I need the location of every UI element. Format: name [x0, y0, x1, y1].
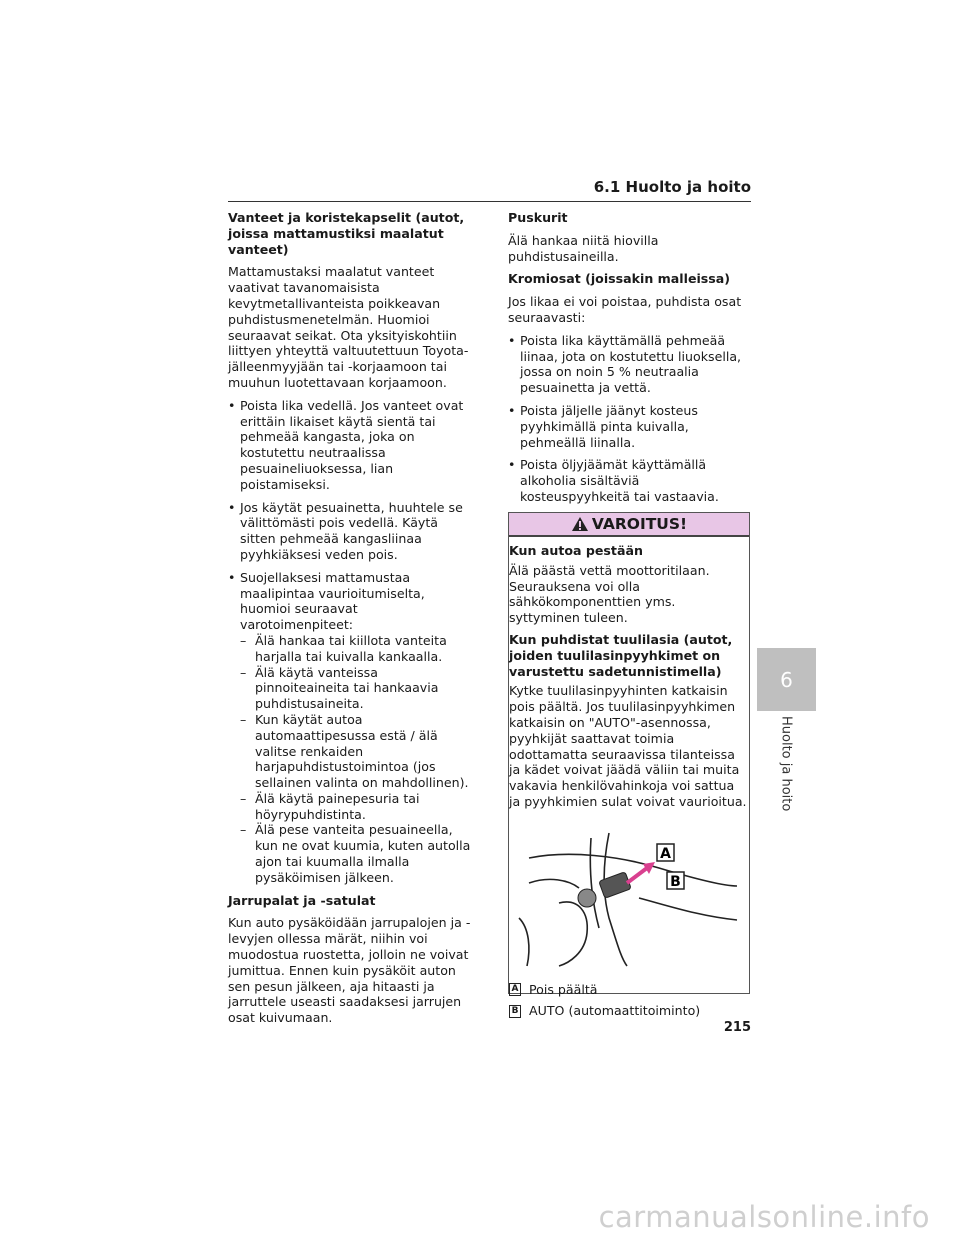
sub-list-item: – Älä hankaa tai kiillota vanteita harjalla tai kuivalla kankaalla.	[240, 633, 473, 665]
warning-header	[509, 513, 749, 537]
legend-a	[509, 982, 749, 998]
list-item	[228, 570, 473, 886]
paragraph-chrome: Jos likaa ei voi poistaa, puhdista osat seuraavasti:	[508, 294, 742, 325]
left-column	[228, 210, 473, 1033]
warning-paragraph-windshield: Kytke tuulilasinpyyhinten katkaisin pois päältä. Jos tuulilasinpyyhkimen katkaisin on "AUTO"-asennossa, pyyhkijät saattavat toimia odottamatta seuraavissa tilanteissa ja kädet voivat jäädä väliin tai muita vakavia henkilövahinkoja voi sattua ja pyyhkimien sulat voivat vaurioitua.	[509, 683, 747, 809]
list-item: • Jos käytät pesuainetta, huuhtele se välittömästi pois vedellä. Käytä sitten pehmeää kangasliinaa pyyhkiäksesi veden pois.	[228, 500, 473, 563]
chapter-label: Huolto ja hoito	[778, 716, 794, 812]
paragraph-brakes: Kun auto pysäköidään jarrupalojen ja -levyjen ollessa märät, niihin voi muodostua ruostetta, jolloin ne voivat jumittua. Ennen kuin pysäköit auton sen pesun jälkeen, aja hitaasti ja jarruttele useasti saadaksesi jarrujen osat kuivumaan.	[228, 915, 471, 1026]
warning-paragraph-wash: Älä päästä vettä moottoritilaan. Seurauksena voi olla sähkökomponenttien yms. syttyminen tuleen.	[509, 562, 710, 626]
callout-b-text: B	[670, 873, 681, 890]
sub-list-item: – Älä pese vanteita pesuaineella, kun ne ovat kuumia, kuten autolla ajon tai kuumalla ilmalla pysäköimisen jälkeen.	[240, 822, 473, 885]
warning-triangle-icon	[571, 516, 589, 532]
legend-b-key: B	[509, 1005, 521, 1018]
section-header: 6.1 Huolto ja hoito	[593, 178, 751, 196]
heading-chrome: Kromiosat (joissakin malleissa)	[508, 271, 731, 287]
legend-b-text: AUTO (automaattitoiminto)	[529, 1003, 701, 1019]
chrome-list	[508, 333, 751, 505]
sub-list-item: – Kun käytät autoa automaattipesussa estä / älä valitse renkaiden harjapuhdistustoimintoa (jos sellainen valinta on mahdollinen).	[240, 712, 473, 791]
legend-a-key: A	[509, 983, 521, 996]
paragraph-wheels: Mattamustaksi maalatut vanteet vaativat tavanomaisista kevytmetallivanteista poikkeavan puhdistusmenetelmän. Huomioi seuraavat seikat. Ota yksityiskohtiin liittyen yhteyttä valtuutettuun Toyota-jälleenmyyjään tai -korjaamoon tai muuhun luotettavaan korjaamoon.	[228, 264, 469, 390]
chapter-tab: 6	[757, 648, 816, 711]
paragraph-bumpers: Älä hankaa niitä hiovilla puhdistusaineilla.	[508, 232, 659, 264]
heading-wheels: Vanteet ja koristekapselit (autot, joissa mattamustiksi maalatut vanteet)	[228, 210, 465, 257]
right-column	[508, 210, 751, 512]
header-rule	[228, 201, 751, 202]
warning-heading-windshield: Kun puhdistat tuulilasia (autot, joiden tuulilasinpyyhkimet on varustettu sadetunnistimella)	[509, 631, 733, 679]
heading-brakes: Jarrupalat ja -satulat	[228, 892, 376, 908]
warning-box	[508, 512, 750, 1019]
page-number: 215	[723, 1020, 751, 1035]
warning-title: VAROITUS!	[591, 515, 688, 533]
sub-list-item: – Älä käytä vanteissa pinnoiteaineita tai hankaavia puhdistusaineita.	[240, 665, 473, 712]
warning-heading-wash: Kun autoa pestään	[509, 543, 643, 558]
callout-a-text: A	[660, 845, 671, 862]
sub-list-item: – Älä käytä painepesuria tai höyrypuhdistinta.	[240, 791, 473, 823]
list-item: • Poista lika vedellä. Jos vanteet ovat erittäin likaiset käytä sientä tai pehmeää kangasta, joka on kostutettu neutraalissa pesuaineliuoksessa, lian poistamiseksi.	[228, 398, 473, 493]
list-item-text: Suojellaksesi mattamustaa maalipintaa vaurioitumiselta, huomioi seuraavat varotoimenpiteet:	[240, 569, 425, 633]
list-item: • Poista jäljelle jäänyt kosteus pyyhkimällä pinta kuivalla, pehmeällä liinalla.	[508, 403, 751, 450]
warning-body	[509, 537, 749, 1019]
legend-a-text: Pois päältä	[529, 981, 598, 997]
heading-bumpers: Puskurit	[508, 210, 568, 225]
wiper-switch-illustration	[509, 828, 739, 968]
watermark: carmanualsonline.info	[598, 1200, 930, 1234]
precautions-list	[240, 633, 473, 886]
list-item: • Poista öljyjäämät käyttämällä alkoholia sisältäviä kosteuspyyhkeitä tai vastaavia.	[508, 457, 751, 504]
wheels-list	[228, 398, 473, 886]
legend-b	[509, 1003, 749, 1019]
list-item: • Poista lika käyttämällä pehmeää liinaa, jota on kostutettu liuoksella, jossa on noin 5 % neutraalia pesuainetta ja vettä.	[508, 333, 751, 396]
